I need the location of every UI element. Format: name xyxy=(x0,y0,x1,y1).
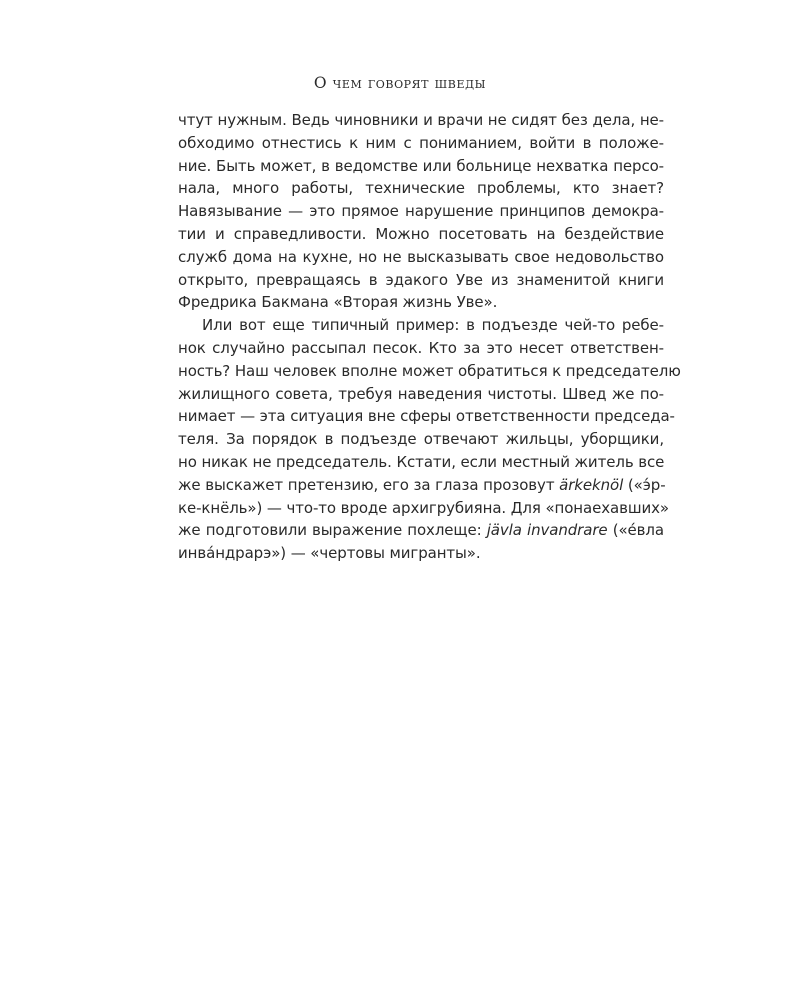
text-line: тии и справедливости. Можно посетовать на бездействие xyxy=(178,224,664,243)
text-line: нок случайно рассыпал песок. Кто за это несет ответствен- xyxy=(178,338,664,357)
swedish-term: ärkeknöl xyxy=(559,475,624,494)
text-line: ность? Наш человек вполне может обратиться к председателю xyxy=(178,361,681,380)
text-line: Или вот еще типичный пример: в подъезде чей-то ребе- xyxy=(202,316,664,335)
pronunciation-gloss: («э́р- xyxy=(623,475,666,494)
text-segment: же выскажет претензию, его за глаза прозовут xyxy=(178,475,555,494)
text-line: жилищного совета, требуя наведения чистоты. Швед же по- xyxy=(178,384,664,403)
text-line: Навязывание — это прямое нарушение принципов демокра- xyxy=(178,202,664,221)
text-line: но никак не председатель. Кстати, если местный житель все xyxy=(178,452,665,471)
body-text xyxy=(178,109,681,565)
pronunciation-gloss: («е́вла xyxy=(607,521,665,540)
text-line xyxy=(178,519,664,542)
text-line: теля. За порядок в подъезде отвечают жильцы, уборщики, xyxy=(178,430,664,449)
text-line: открыто, превращаясь в эдакого Уве из знаменитой книги xyxy=(178,270,664,289)
text-line: нимает — эта ситуация вне сферы ответственности председа- xyxy=(178,407,675,426)
text-segment: же подготовили выражение похлеще: xyxy=(178,521,487,540)
text-line: инва́ндрарэ») — «чертовы мигранты». xyxy=(178,544,481,563)
text-line: ке-кнёль») — что-то вроде архигрубияна. Для «понаехавших» xyxy=(178,498,669,517)
text-line: Фредрика Бакмана «Вторая жизнь Уве». xyxy=(178,293,498,312)
swedish-term: jävla invandrare xyxy=(486,521,608,540)
running-title: О чем говорят шведы xyxy=(313,74,487,92)
paragraph-1 xyxy=(178,109,664,314)
text-line: чтут нужным. Ведь чиновники и врачи не сидят без дела, не- xyxy=(178,111,664,129)
text-line: нала, много работы, технические проблемы, кто знает? xyxy=(178,179,664,198)
text-line: ние. Быть может, в ведомстве или больнице нехватка персо- xyxy=(178,156,664,175)
text-line xyxy=(178,474,664,497)
paragraph-2 xyxy=(178,314,681,565)
text-line: служб дома на кухне, но не высказывать свое недовольство xyxy=(178,247,664,266)
text-line: обходимо отнестись к ним с пониманием, войти в положе- xyxy=(178,133,664,152)
